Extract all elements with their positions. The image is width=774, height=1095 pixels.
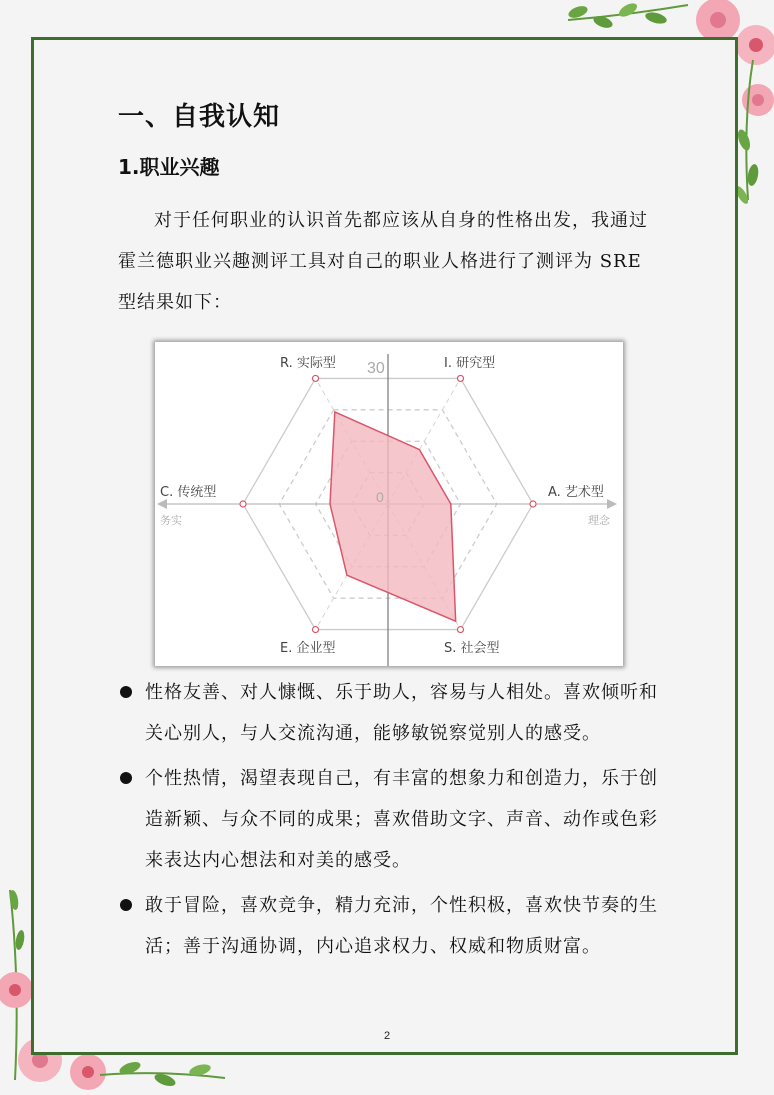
subsection-heading: 1.职业兴趣 [118, 155, 220, 179]
vertex-marker [313, 375, 319, 381]
axis-label-right: 理念 [588, 514, 610, 527]
list-item [118, 758, 663, 881]
right-arrow-head [607, 499, 617, 509]
vertex-marker [313, 627, 319, 633]
vertex-marker [240, 501, 246, 507]
left-arrow-head [157, 499, 167, 509]
bullet-icon [120, 899, 132, 911]
vertex-marker [458, 627, 464, 633]
bullet-icon [120, 686, 132, 698]
axis-label-c: C. 传统型 [160, 485, 217, 500]
holland-radar-chart [155, 342, 623, 666]
list-item-text: 性格友善、对人慷慨、乐于助人，容易与人相处。喜欢倾听和关心别人，与人交流沟通，能够敏锐察觉别人的感受。 [145, 682, 658, 744]
list-item [118, 672, 663, 754]
axis-label-r: R. 实际型 [280, 356, 336, 371]
tick-label-max: 30 [367, 360, 385, 377]
axis-label-e: E. 企业型 [280, 641, 336, 656]
axis-label-a: A. 艺术型 [548, 485, 604, 500]
list-item-text: 个性热情，渴望表现自己，有丰富的想象力和创造力，乐于创造新颖、与众不同的成果；喜欢借助文字、声音、动作或色彩来表达内心想法和对美的感受。 [145, 768, 658, 871]
list-item-text: 敢于冒险，喜欢竞争，精力充沛，个性积极，喜欢快节奏的生活；善于沟通协调，内心追求权力、权威和物质财富。 [145, 895, 658, 957]
axis-label-left: 务实 [160, 514, 182, 527]
list-item [118, 885, 663, 967]
trait-list [118, 672, 663, 971]
section-heading: 一、自我认知 [118, 102, 281, 132]
vertex-marker [530, 501, 536, 507]
radar-svg [155, 342, 623, 666]
page-number: 2 [383, 1030, 391, 1042]
bullet-icon [120, 772, 132, 784]
tick-label-min: 0 [376, 489, 384, 505]
score-polygon [330, 412, 456, 621]
intro-paragraph: 对于任何职业的认识首先都应该从自身的性格出发，我通过霍兰德职业兴趣测评工具对自己的职业人格进行了测评为 SRE 型结果如下： [118, 210, 648, 313]
vertex-marker [458, 375, 464, 381]
axis-label-s: S. 社会型 [444, 641, 500, 656]
axis-label-i: I. 研究型 [444, 356, 496, 371]
